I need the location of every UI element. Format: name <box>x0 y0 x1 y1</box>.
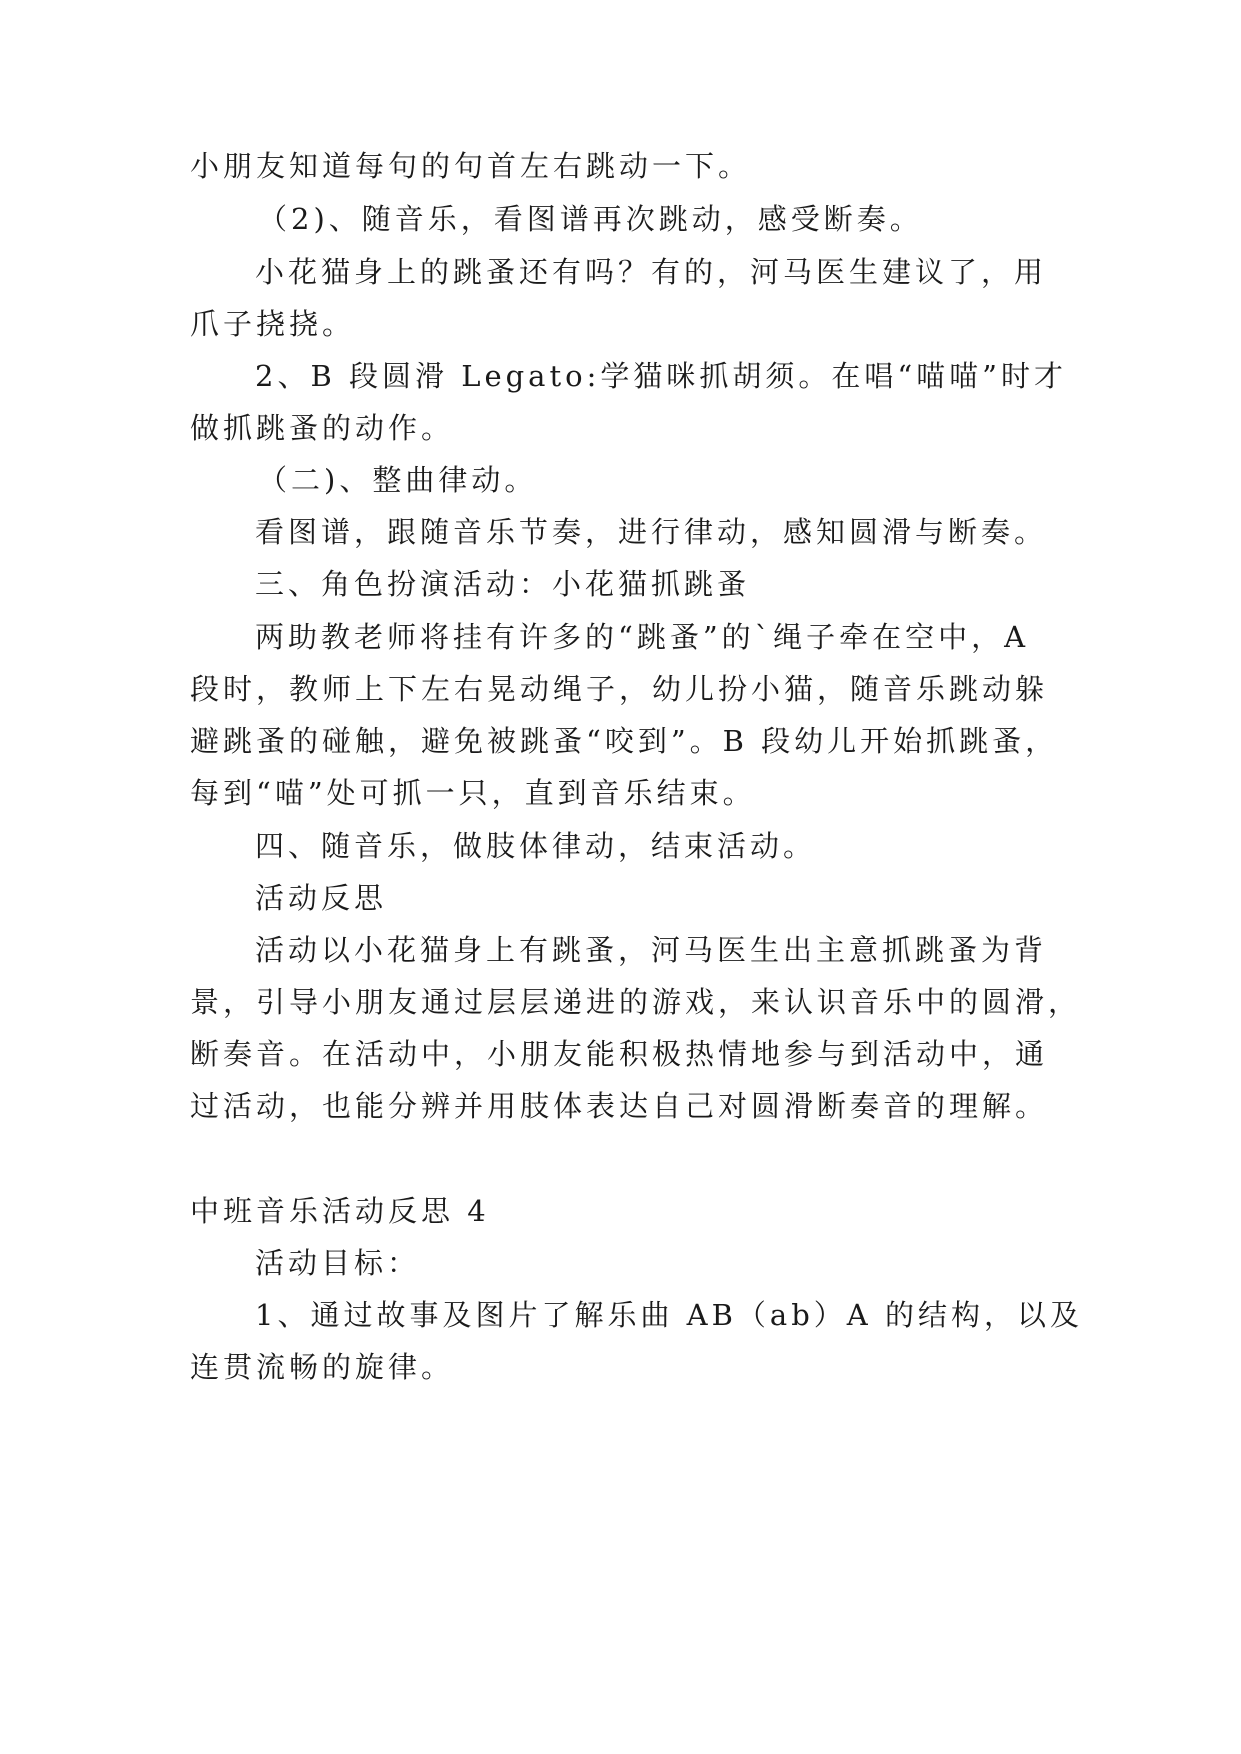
paragraph-line: 看图谱，跟随音乐节奏，进行律动，感知圆滑与断奏。 <box>255 515 1048 549</box>
section-heading: 活动目标： <box>255 1246 421 1280</box>
paragraph-line: （2)、随音乐，看图谱再次跳动，感受断奏。 <box>258 202 923 236</box>
paragraph-line: 小花猫身上的跳蚤还有吗？有的，河马医生建议了，用 <box>255 255 1048 289</box>
paragraph-line: 连贯流畅的旋律。 <box>190 1350 455 1384</box>
paragraph-line: 景，引导小朋友通过层层递进的游戏，来认识音乐中的圆滑， <box>190 985 1082 1019</box>
article-title: 中班音乐活动反思 4 <box>190 1194 490 1228</box>
section-heading: 三、角色扮演活动：小花猫抓跳蚤 <box>255 567 751 601</box>
section-heading: （二)、整曲律动。 <box>258 463 538 497</box>
paragraph-line: 段时，教师上下左右晃动绳子，幼儿扮小猫，随音乐跳动躲 <box>190 672 1049 706</box>
paragraph-line: 过活动，也能分辨并用肢体表达自己对圆滑断奏音的理解。 <box>190 1089 1049 1123</box>
paragraph-line: 1、通过故事及图片了解乐曲 AB（ab）A 的结构，以及 <box>255 1298 1083 1332</box>
paragraph-line: 小朋友知道每句的句首左右跳动一下。 <box>190 149 752 183</box>
paragraph-line: 爪子挠挠。 <box>190 307 356 341</box>
paragraph-line: 做抓跳蚤的动作。 <box>190 411 455 445</box>
paragraph-line: 每到“喵”处可抓一只，直到音乐结束。 <box>190 776 756 810</box>
paragraph-line: 活动以小花猫身上有跳蚤，河马医生出主意抓跳蚤为背 <box>255 933 1048 967</box>
paragraph-line: 断奏音。在活动中，小朋友能积极热情地参与到活动中，通 <box>190 1037 1049 1071</box>
section-heading: 活动反思 <box>255 881 388 915</box>
paragraph-line: 两助教老师将挂有许多的“跳蚤”的`绳子牵在空中，A <box>255 620 1030 654</box>
section-heading: 四、随音乐，做肢体律动，结束活动。 <box>255 829 817 863</box>
paragraph-line: 2、B 段圆滑 Legato:学猫咪抓胡须。在唱“喵喵”时才 <box>255 359 1068 393</box>
paragraph-line: 避跳蚤的碰触，避免被跳蚤“咬到”。B 段幼儿开始抓跳蚤， <box>190 724 1059 758</box>
